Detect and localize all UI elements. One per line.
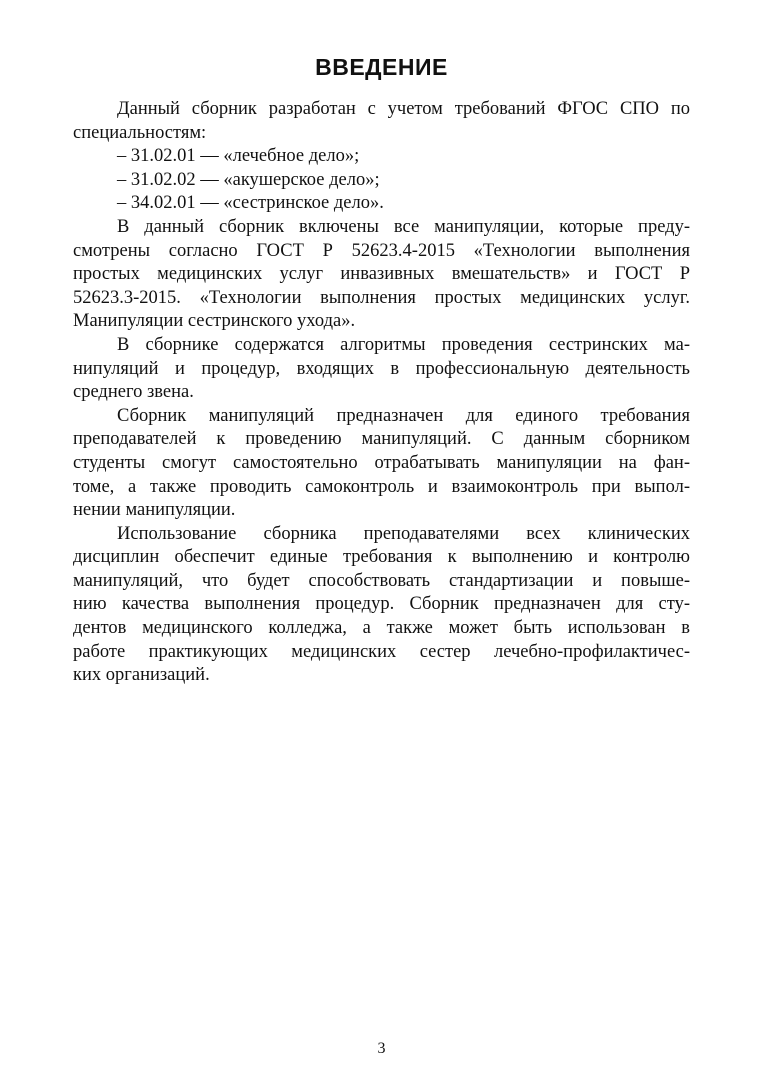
text-line: дисциплин обеспечит единые требования к выполнению и контролю bbox=[73, 547, 690, 568]
list-item: – 31.02.02 — «акушерское дело»; bbox=[117, 169, 380, 190]
text-line: дентов медицинского колледжа, а также может быть использован в bbox=[73, 618, 690, 639]
text-line: специальностям: bbox=[73, 122, 207, 143]
list-item: – 34.02.01 — «сестринское дело». bbox=[117, 193, 384, 214]
text-line: простых медицинских услуг инвазивных вмешательств» и ГОСТ Р bbox=[73, 264, 690, 285]
text-line: студенты смогут самостоятельно отрабатывать манипуляции на фан- bbox=[73, 452, 690, 473]
text-line: манипуляций, что будет способствовать стандартизации и повыше- bbox=[73, 570, 690, 591]
text-line: Сборник манипуляций предназначен для единого требования bbox=[117, 405, 690, 426]
text-line: нипуляций и процедур, входящих в профессиональную деятельность bbox=[73, 358, 690, 379]
text-line: смотрены согласно ГОСТ Р 52623.4-2015 «Технологии выполнения bbox=[73, 240, 690, 261]
text-line: 52623.3-2015. «Технологии выполнения простых медицинских услуг. bbox=[73, 287, 690, 308]
document-body bbox=[73, 98, 690, 688]
text-line: Данный сборник разработан с учетом требований ФГОС СПО по bbox=[117, 99, 690, 119]
list-item: – 31.02.01 — «лечебное дело»; bbox=[117, 146, 360, 167]
text-line: Манипуляции сестринского ухода». bbox=[73, 311, 356, 332]
text-line: ких организаций. bbox=[73, 665, 210, 686]
text-line: работе практикующих медицинских сестер лечебно-профилактичес- bbox=[73, 641, 690, 662]
text-line: среднего звена. bbox=[73, 382, 194, 403]
text-line: нию качества выполнения процедур. Сборник предназначен для сту- bbox=[73, 594, 690, 615]
text-line: нении манипуляции. bbox=[73, 500, 236, 521]
page-title: ВВЕДЕНИЕ bbox=[315, 54, 448, 80]
text-line: В сборнике содержатся алгоритмы проведения сестринских ма- bbox=[117, 334, 690, 355]
text-line: преподавателей к проведению манипуляций. С данным сборником bbox=[73, 429, 690, 450]
text-line: Использование сборника преподавателями всех клинических bbox=[117, 523, 690, 544]
page-number: 3 bbox=[377, 1040, 386, 1057]
text-line: томе, а также проводить самоконтроль и взаимоконтроль при выпол- bbox=[73, 476, 690, 497]
text-line: В данный сборник включены все манипуляции, которые преду- bbox=[117, 216, 690, 237]
